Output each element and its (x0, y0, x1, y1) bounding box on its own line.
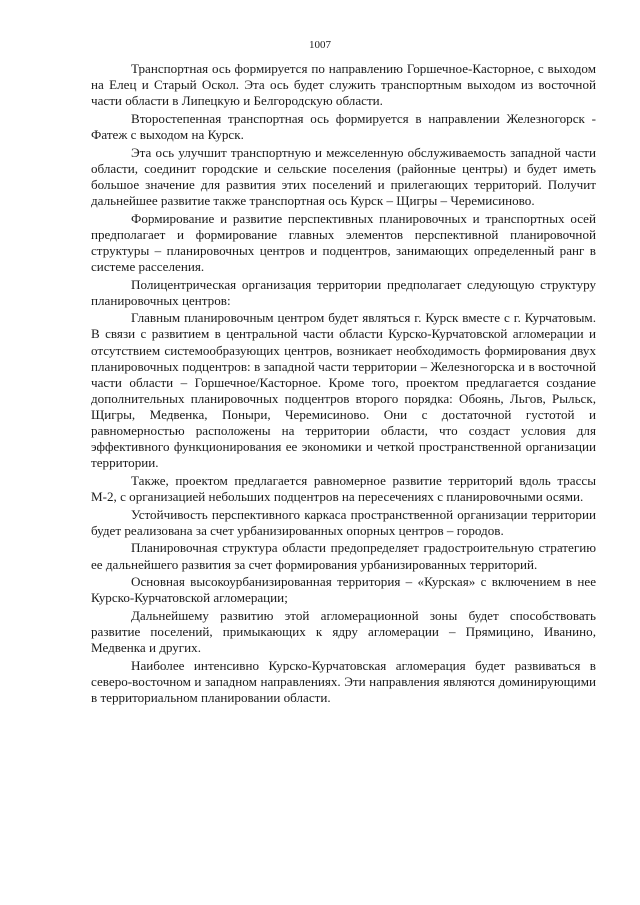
paragraph-development-directions: Наиболее интенсивно Курско-Курчатовская агломерация будет развиваться в северо-восточном и западном направлениях. Эти направления являются доминирующими в территориальном планировании области. (91, 657, 596, 706)
paragraph-western-axis-effect: Эта ось улучшит транспортную и межселенную обслуживаемость западной части области, соединит городские и сельские поселения (районные центры) и будет иметь большое значение для развития этих поселений и прилегающих территорий. Получит дальнейшее развитие также транспортная ось Курск – Щигры – Черемисиново. (91, 144, 596, 208)
paragraph-planning-structure: Формирование и развитие перспективных планировочных и транспортных осей предполагает и формирование главных элементов перспективной планировочной структуры – планировочных центров и подцентров, занимающих определенный ранг в системе расселения. (91, 210, 596, 274)
paragraph-kursk-territory: Основная высокоурбанизированная территория – «Курская» с включением в нее Курско-Курчатовской агломерации; (91, 574, 596, 606)
paragraph-framework-stability: Устойчивость перспективного каркаса пространственной организации территории будет реализована за счет урбанизированных опорных центров – городов. (91, 506, 596, 538)
paragraph-m2-highway: Также, проектом предлагается равномерное развитие территорий вдоль трассы М-2, с организацией небольших подцентров на пересечениях с планировочными осями. (91, 472, 596, 504)
document-body (91, 61, 596, 708)
paragraph-transport-axis-gorshechnoe: Транспортная ось формируется по направлению Горшечное-Касторное, с выходом на Елец и Старый Оскол. Эта ось будет служить транспортным выходом из восточной части области в Липецкую и Белгородскую области. (91, 61, 596, 109)
paragraph-secondary-axis-zheleznogorsk: Второстепенная транспортная ось формируется в направлении Железногорск - Фатеж с выходом на Курск. (91, 110, 596, 142)
paragraph-urban-strategy: Планировочная структура области предопределяет градостроительную стратегию ее дальнейшего развития за счет формирования урбанизированных территорий. (91, 540, 596, 572)
paragraph-agglomeration-zone: Дальнейшему развитию этой агломерационной зоны будет способствовать развитие поселений, примыкающих к ядру агломерации – Прямицино, Иванино, Медвенка и других. (91, 608, 596, 656)
paragraph-main-planning-center: Главным планировочным центром будет являться г. Курск вместе с г. Курчатовым. В связи с развитием в центральной части области Курско-Курчатовской агломерации и отсутствием системообразующих центров, возникает необходимость формирования двух планировочных подцентров: в западной части территории – Железногорска и в восточной части области – Горшечное/Касторное. Кроме того, проектом предлагается создание дополнительных планировочных подцентров второго порядка: Обоянь, Льгов, Рыльск, Щигры, Медвенка, Поныри, Черемисиново. Они с достаточной густотой и равномерностью расположены на территории области, что создаст условия для эффективного функционирования ее экономики и четкой пространственной организации территории. (91, 310, 596, 471)
page-number: 1007 (309, 39, 331, 51)
paragraph-polycentric-organization: Полицентрическая организация территории предполагает следующую структуру планировочных центров: (91, 276, 596, 308)
